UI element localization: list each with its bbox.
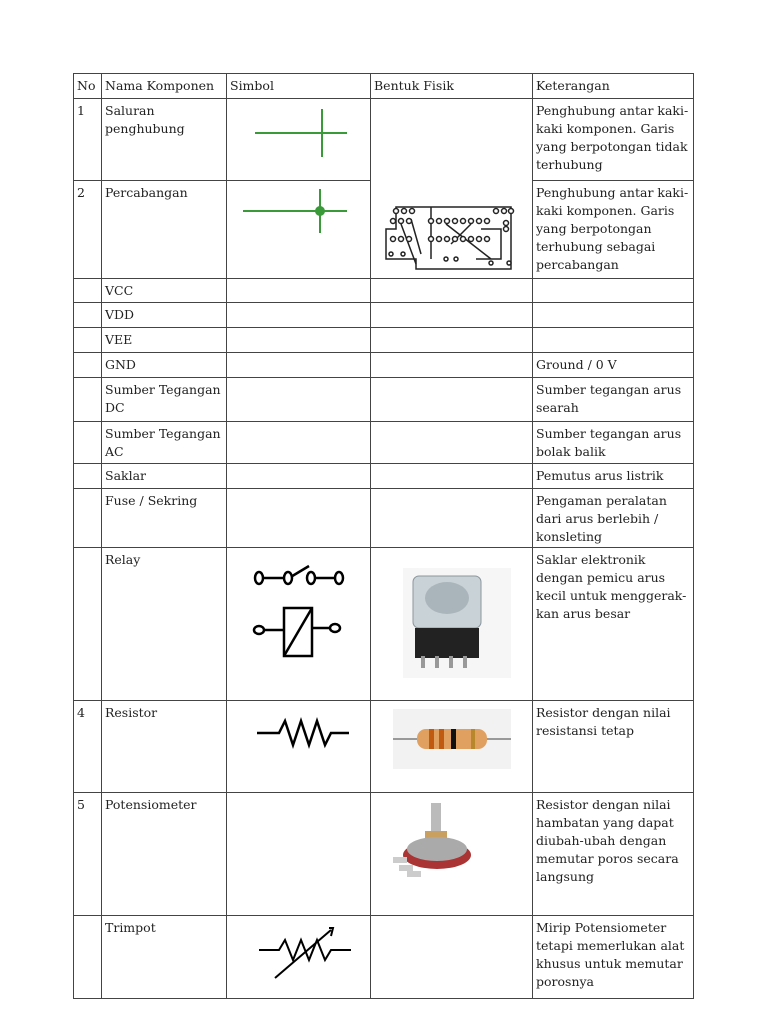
component-table: [73, 73, 694, 999]
table-row: [74, 353, 694, 378]
row-no: [74, 353, 102, 378]
row-no: [74, 489, 102, 548]
row-no: [74, 464, 102, 489]
row-description: Resistor dengan nilai hambatan yang dapat diubah-ubah dengan memutar poros secara langsung: [533, 793, 694, 916]
physical-cell: [371, 489, 533, 548]
row-description: Pengaman peralatan dari arus berlebih / konsleting: [533, 489, 694, 548]
junction-line-symbol: [227, 181, 371, 279]
row-no: [74, 328, 102, 353]
potentiometer-photo: [371, 793, 533, 916]
row-description: Resistor dengan nilai resistansi tetap: [533, 701, 694, 793]
resistor-photo: [371, 701, 533, 793]
symbol-cell: [227, 489, 371, 548]
resistor-symbol: [227, 701, 371, 793]
physical-cell: [371, 353, 533, 378]
table-header-row: [74, 74, 694, 99]
row-description: Ground / 0 V: [533, 353, 694, 378]
row-description: [533, 328, 694, 353]
symbol-cell: [227, 378, 371, 422]
physical-cell: [371, 303, 533, 328]
row-name: Sumber Tegangan DC: [102, 378, 227, 422]
row-name: GND: [102, 353, 227, 378]
header-symbol: Simbol: [227, 74, 371, 99]
table-row: [74, 701, 694, 793]
table-row: [74, 464, 694, 489]
header-name: Nama Komponen: [102, 74, 227, 99]
table-row: [74, 303, 694, 328]
crossing-line-symbol: [227, 99, 371, 181]
row-description: Sumber tegangan arus searah: [533, 378, 694, 422]
table-row: [74, 422, 694, 464]
header-no: No: [74, 74, 102, 99]
row-name: Saklar: [102, 464, 227, 489]
physical-cell: [371, 422, 533, 464]
row-name: Percabangan: [102, 181, 227, 279]
row-name: Fuse / Sekring: [102, 489, 227, 548]
row-name: Relay: [102, 548, 227, 701]
symbol-cell: [227, 328, 371, 353]
table-row: [74, 489, 694, 548]
symbol-cell: [227, 279, 371, 303]
table-row: [74, 378, 694, 422]
table-row: [74, 99, 694, 181]
relay-symbol: [227, 548, 371, 701]
row-description: Sumber tegangan arus bolak balik: [533, 422, 694, 464]
row-no: [74, 916, 102, 999]
table-row: [74, 548, 694, 701]
physical-cell: [371, 916, 533, 999]
row-no: [74, 548, 102, 701]
relay-photo: [371, 548, 533, 701]
symbol-cell: [227, 422, 371, 464]
row-no: 5: [74, 793, 102, 916]
row-description: Penghubung antar kaki-kaki komponen. Garis yang berpotongan tidak terhubung: [533, 99, 694, 181]
row-name: Resistor: [102, 701, 227, 793]
row-description: [533, 279, 694, 303]
row-description: Saklar elektronik dengan pemicu arus kecil untuk menggerak-kan arus besar: [533, 548, 694, 701]
row-no: [74, 303, 102, 328]
physical-cell: [371, 464, 533, 489]
row-description: Pemutus arus listrik: [533, 464, 694, 489]
row-description: [533, 303, 694, 328]
row-no: [74, 422, 102, 464]
row-no: [74, 279, 102, 303]
row-description: Mirip Potensiometer tetapi memerlukan alat khusus untuk memutar porosnya: [533, 916, 694, 999]
table-row: [74, 916, 694, 999]
row-no: 2: [74, 181, 102, 279]
pcb-layout-image: [371, 99, 533, 279]
trimpot-symbol: [227, 916, 371, 999]
table-row: [74, 279, 694, 303]
row-name: Sumber Tegangan AC: [102, 422, 227, 464]
physical-cell: [371, 378, 533, 422]
symbol-cell: [227, 464, 371, 489]
row-name: VEE: [102, 328, 227, 353]
row-no: [74, 378, 102, 422]
row-name: Saluran penghubung: [102, 99, 227, 181]
header-description: Keterangan: [533, 74, 694, 99]
row-name: VCC: [102, 279, 227, 303]
table-row: [74, 793, 694, 916]
row-name: VDD: [102, 303, 227, 328]
table-row: [74, 328, 694, 353]
row-no: 1: [74, 99, 102, 181]
physical-cell: [371, 328, 533, 353]
header-physical: Bentuk Fisik: [371, 74, 533, 99]
row-name: Potensiometer: [102, 793, 227, 916]
symbol-cell: [227, 793, 371, 916]
row-name: Trimpot: [102, 916, 227, 999]
row-description: Penghubung antar kaki-kaki komponen. Garis yang berpotongan terhubung sebagai percabangan: [533, 181, 694, 279]
physical-cell: [371, 279, 533, 303]
symbol-cell: [227, 353, 371, 378]
row-no: 4: [74, 701, 102, 793]
symbol-cell: [227, 303, 371, 328]
